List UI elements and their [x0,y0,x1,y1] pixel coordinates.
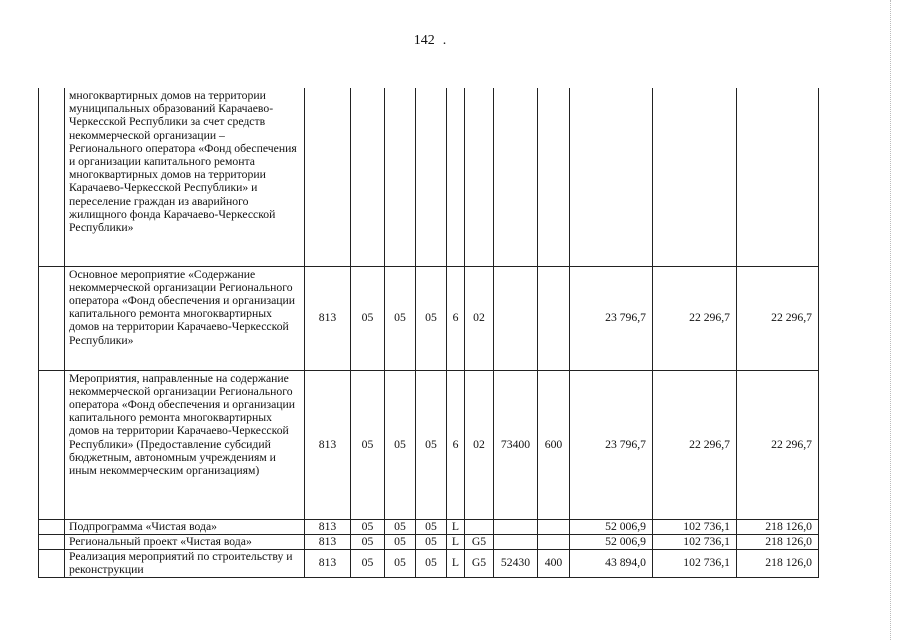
cell-y2: 102 736,1 [653,519,737,534]
cell-y3: 22 296,7 [737,266,819,370]
row-name-cell [65,370,305,519]
cell-cs3 [465,88,494,266]
row-name-cell [65,266,305,370]
cell-cs2: 6 [447,370,465,519]
cell-y1: 52 006,9 [570,519,653,534]
table-row [39,370,819,519]
table-row [39,519,819,534]
cell-y3: 218 126,0 [737,519,819,534]
cell-pr: 05 [385,519,416,534]
cell-cs3: G5 [465,534,494,549]
cell-vr: 600 [538,370,570,519]
cell-y3: 22 296,7 [737,370,819,519]
cell-cs2 [447,88,465,266]
cell-cs3 [465,519,494,534]
cell-cs2: 6 [447,266,465,370]
row-index-cell [39,370,65,519]
cell-grbs [305,88,351,266]
cell-pr: 05 [385,534,416,549]
cell-grbs: 813 [305,519,351,534]
row-name-cell [65,88,305,266]
cell-pr: 05 [385,266,416,370]
cell-rz: 05 [351,549,385,577]
row-name-cell [65,549,305,577]
cell-cs4 [494,519,538,534]
cell-y1: 52 006,9 [570,534,653,549]
cell-y1 [570,88,653,266]
cell-cs2: L [447,549,465,577]
cell-y1: 23 796,7 [570,370,653,519]
table-body [39,88,819,577]
row-index-cell [39,88,65,266]
cell-vr [538,534,570,549]
cell-rz: 05 [351,519,385,534]
table-row [39,88,819,266]
cell-grbs: 813 [305,266,351,370]
cell-grbs: 813 [305,549,351,577]
cell-grbs: 813 [305,370,351,519]
row-name: Региональный проект «Чистая вода» [69,534,252,548]
cell-cs3: 02 [465,370,494,519]
cell-cs4 [494,266,538,370]
row-name-cell [65,519,305,534]
cell-cs3: G5 [465,549,494,577]
cell-cs1: 05 [416,534,447,549]
cell-vr [538,266,570,370]
cell-cs1: 05 [416,549,447,577]
cell-rz: 05 [351,534,385,549]
cell-y2: 102 736,1 [653,549,737,577]
cell-pr: 05 [385,549,416,577]
cell-y3: 218 126,0 [737,549,819,577]
cell-rz: 05 [351,370,385,519]
row-name: многоквартирных домов на территории муниципальных образований Карачаево-Черкесской Республики за счет средств некоммерческой организации – Регионального оператора «Фонд обеспечения и организации капитального ремонта многоквартирных домов на территории Карачаево-Черкесской Республики» и переселение граждан из аварийного жилищного фонда Карачаево-Черкесской Республики» [69,89,297,235]
cell-vr [538,88,570,266]
page-mark: . [442,33,447,48]
cell-pr: 05 [385,370,416,519]
page-number-value: 142 [413,33,435,48]
scan-edge-marks [886,0,891,640]
table-row [39,549,819,577]
row-index-cell [39,266,65,370]
cell-y2: 22 296,7 [653,266,737,370]
page-number [400,33,460,49]
cell-cs4: 52430 [494,549,538,577]
cell-rz [351,88,385,266]
cell-vr [538,519,570,534]
row-index-cell [39,534,65,549]
table-row [39,534,819,549]
cell-grbs: 813 [305,534,351,549]
cell-cs2: L [447,534,465,549]
cell-y1: 23 796,7 [570,266,653,370]
row-name: Подпрограмма «Чистая вода» [69,519,218,533]
cell-cs4 [494,88,538,266]
cell-cs1 [416,88,447,266]
cell-y2 [653,88,737,266]
cell-cs1: 05 [416,370,447,519]
row-name-cell [65,534,305,549]
cell-cs3: 02 [465,266,494,370]
cell-y1: 43 894,0 [570,549,653,577]
cell-cs4: 73400 [494,370,538,519]
row-index-cell [39,549,65,577]
cell-cs1: 05 [416,266,447,370]
cell-y2: 22 296,7 [653,370,737,519]
cell-cs4 [494,534,538,549]
cell-y3 [737,88,819,266]
cell-y3: 218 126,0 [737,534,819,549]
cell-pr [385,88,416,266]
cell-cs2: L [447,519,465,534]
row-name: Мероприятия, направленные на содержание некоммерческой организации Регионального оператора «Фонд обеспечения и организации капитального ремонта многоквартирных домов на территории Карачаево-Черкесской Республики» (Предоставление субсидий бюджетным, автономным учреждениям и иным некоммерческим организациям) [69,371,296,477]
budget-table [38,88,819,578]
cell-y2: 102 736,1 [653,534,737,549]
table-row [39,266,819,370]
row-index-cell [39,519,65,534]
cell-rz: 05 [351,266,385,370]
row-name: Реализация мероприятий по строительству и реконструкции [69,549,293,576]
cell-vr: 400 [538,549,570,577]
row-name: Основное мероприятие «Содержание некоммерческой организации Регионального оператора «Фонд обеспечения и организации капитального ремонта многоквартирных домов на территории Карачаево-Черкесской Республики» [69,267,296,347]
cell-cs1: 05 [416,519,447,534]
